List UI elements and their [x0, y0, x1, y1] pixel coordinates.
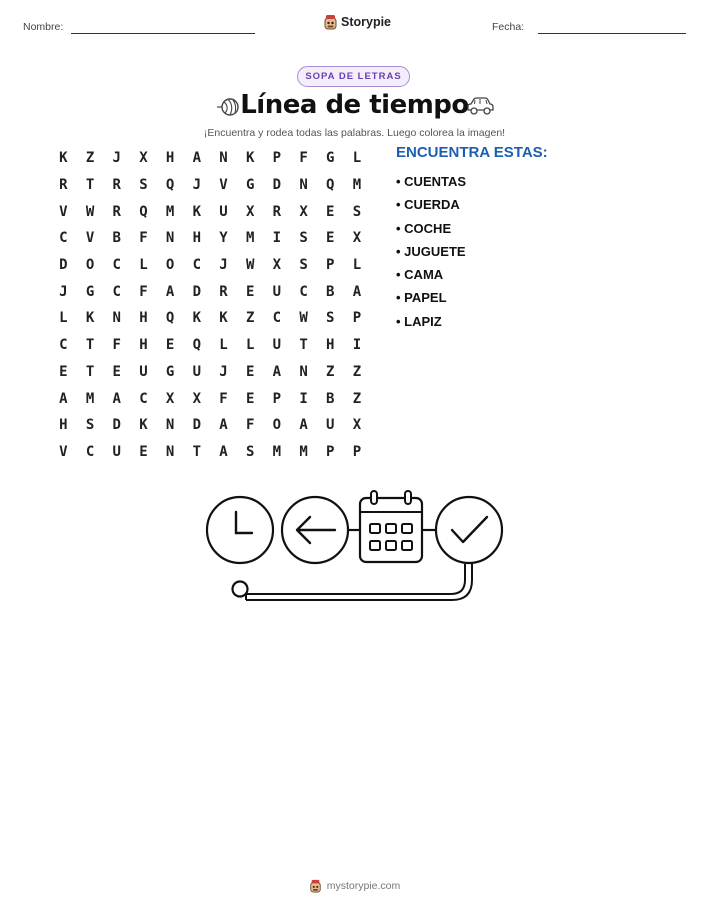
grid-letter[interactable]: L — [139, 257, 148, 274]
grid-letter[interactable]: A — [192, 150, 201, 167]
grid-letter[interactable]: T — [85, 337, 95, 354]
grid-letter[interactable]: X — [165, 390, 175, 407]
grid-letter[interactable]: L — [352, 150, 362, 167]
grid-letter[interactable]: P — [326, 257, 335, 274]
grid-letter[interactable]: G — [165, 363, 175, 380]
back-arrow-icon — [282, 497, 348, 563]
grid-letter[interactable]: X — [139, 150, 148, 167]
grid-letter[interactable]: E — [112, 363, 121, 380]
grid-letter[interactable]: L — [352, 257, 362, 274]
word-list-item: • CAMA — [396, 267, 444, 283]
grid-letter[interactable]: L — [219, 337, 228, 354]
clock-icon — [207, 497, 273, 563]
grid-letter[interactable]: M — [299, 443, 308, 460]
grid-letter[interactable]: B — [112, 230, 121, 247]
grid-letter[interactable]: T — [85, 363, 95, 380]
grid-letter[interactable]: Q — [139, 203, 148, 220]
grid-letter[interactable]: R — [112, 177, 121, 194]
grid-letter[interactable]: N — [112, 310, 121, 327]
grid-letter[interactable]: W — [85, 203, 95, 220]
grid-letter[interactable]: E — [326, 230, 335, 247]
grid-letter[interactable]: C — [299, 283, 308, 300]
word-list-item: • CUENTAS — [396, 174, 467, 189]
grid-letter[interactable]: N — [299, 363, 308, 380]
grid-letter[interactable]: F — [219, 390, 228, 407]
grid-letter[interactable]: V — [219, 177, 228, 194]
grid-letter[interactable]: B — [326, 390, 335, 407]
grid-letter[interactable]: X — [352, 230, 362, 247]
grid-letter[interactable]: U — [326, 417, 335, 434]
grid-letter[interactable]: D — [59, 257, 68, 274]
grid-letter[interactable]: F — [139, 283, 148, 300]
page-title: Línea de tiempo — [240, 90, 469, 120]
grid-letter[interactable]: T — [299, 337, 308, 354]
grid-letter[interactable]: R — [112, 203, 121, 220]
grid-letter[interactable]: J — [219, 257, 228, 274]
grid-letter[interactable]: F — [245, 417, 255, 434]
grid-letter[interactable]: G — [85, 283, 95, 300]
grid-row — [50, 225, 370, 252]
grid-letter[interactable]: Q — [192, 337, 201, 354]
grid-letter[interactable]: U — [112, 443, 121, 460]
instructions: ¡Encuentra y rodea todas las palabras. Luego colorea la imagen! — [203, 127, 506, 139]
grid-letter[interactable]: A — [219, 443, 228, 460]
grid-letter[interactable]: G — [326, 150, 335, 167]
grid-letter[interactable]: M — [85, 390, 95, 407]
grid-letter[interactable]: N — [219, 150, 228, 167]
grid-letter[interactable]: C — [112, 283, 121, 300]
grid-letter[interactable]: N — [165, 417, 175, 434]
grid-letter[interactable]: P — [326, 443, 335, 460]
grid-letter[interactable]: U — [272, 283, 282, 300]
grid-letter[interactable]: Q — [165, 177, 175, 194]
grid-letter[interactable]: T — [192, 443, 201, 460]
grid-letter[interactable]: E — [245, 363, 255, 380]
grid-letter[interactable]: N — [299, 177, 308, 194]
grid-letter[interactable]: G — [245, 177, 255, 194]
calendar-icon — [360, 491, 422, 562]
grid-letter[interactable]: W — [245, 257, 255, 274]
grid-letter[interactable]: A — [165, 283, 175, 300]
grid-letter[interactable]: L — [59, 310, 68, 327]
grid-letter[interactable]: C — [272, 310, 282, 327]
car-icon — [465, 95, 495, 117]
grid-letter[interactable]: Z — [326, 363, 335, 380]
grid-letter[interactable]: K — [192, 310, 201, 327]
grid-row — [50, 412, 370, 439]
grid-letter[interactable]: U — [139, 363, 148, 380]
grid-row — [50, 145, 370, 172]
grid-letter[interactable]: F — [112, 337, 121, 354]
grid-letter[interactable]: E — [326, 203, 335, 220]
grid-letter[interactable]: M — [272, 443, 282, 460]
grid-letter[interactable]: M — [352, 177, 362, 194]
grid-letter[interactable]: C — [85, 443, 95, 460]
grid-row — [50, 439, 370, 466]
grid-letter[interactable]: D — [192, 417, 201, 434]
grid-letter[interactable]: D — [112, 417, 121, 434]
date-label: Fecha: — [492, 21, 525, 33]
grid-row — [50, 172, 370, 199]
brand-logo — [323, 14, 391, 30]
grid-letter[interactable]: K — [219, 310, 228, 327]
timeline-start-dot — [233, 582, 248, 597]
grid-letter[interactable]: Q — [165, 310, 175, 327]
grid-letter[interactable]: D — [272, 177, 282, 194]
grid-row — [50, 278, 370, 305]
grid-letter[interactable]: H — [326, 337, 335, 354]
date-line[interactable] — [538, 33, 686, 34]
grid-letter[interactable]: E — [59, 363, 68, 380]
grid-letter[interactable]: E — [245, 390, 255, 407]
grid-letter[interactable]: P — [352, 310, 362, 327]
grid-letter[interactable]: K — [85, 310, 95, 327]
word-search-grid[interactable] — [50, 145, 370, 465]
grid-letter[interactable]: R — [219, 283, 228, 300]
grid-letter[interactable]: I — [272, 230, 282, 247]
grid-letter[interactable]: P — [272, 150, 282, 167]
grid-letter[interactable]: V — [85, 230, 95, 247]
grid-row — [50, 252, 370, 279]
grid-letter[interactable]: S — [299, 257, 308, 274]
timeline-track — [246, 564, 472, 600]
grid-letter[interactable]: X — [272, 257, 282, 274]
grid-letter[interactable]: H — [192, 230, 201, 247]
grid-letter[interactable]: M — [165, 203, 175, 220]
grid-letter[interactable]: O — [165, 257, 175, 274]
storypie-mascot-icon — [309, 879, 322, 893]
word-list-item: • JUGUETE — [396, 243, 466, 259]
grid-letter[interactable]: X — [245, 203, 255, 220]
grid-letter[interactable]: Z — [352, 363, 362, 380]
grid-letter[interactable]: B — [326, 283, 335, 300]
footer — [0, 879, 709, 893]
grid-letter[interactable]: S — [139, 177, 148, 194]
grid-row — [50, 385, 370, 412]
grid-letter[interactable]: O — [272, 417, 282, 434]
grid-letter[interactable]: M — [245, 230, 255, 247]
brand-name: Storypie — [341, 15, 392, 29]
grid-letter[interactable]: R — [59, 177, 68, 194]
grid-letter[interactable]: C — [139, 390, 148, 407]
grid-letter[interactable]: E — [245, 283, 255, 300]
grid-letter[interactable]: U — [192, 363, 201, 380]
grid-row — [50, 332, 370, 359]
grid-letter[interactable]: H — [139, 337, 148, 354]
grid-letter[interactable]: V — [59, 203, 68, 220]
grid-letter[interactable]: I — [299, 390, 308, 407]
grid-letter[interactable]: S — [352, 203, 362, 220]
grid-letter[interactable]: H — [165, 150, 175, 167]
grid-letter[interactable]: A — [299, 417, 308, 434]
word-list-item: • COCHE — [396, 220, 452, 236]
grid-letter[interactable]: S — [326, 310, 335, 327]
timeline-illustration — [200, 488, 510, 603]
grid-letter[interactable]: F — [139, 230, 148, 247]
grid-letter[interactable]: A — [219, 417, 228, 434]
storypie-mascot-icon — [323, 14, 338, 30]
grid-letter[interactable]: P — [352, 443, 362, 460]
grid-letter[interactable]: D — [192, 283, 201, 300]
grid-letter[interactable]: U — [272, 337, 282, 354]
grid-letter[interactable]: A — [112, 390, 121, 407]
grid-letter[interactable]: K — [245, 150, 255, 167]
grid-row — [50, 359, 370, 386]
activity-tag: SOPA DE LETRAS — [297, 66, 410, 87]
word-list-item: • CUERDA — [396, 197, 460, 213]
grid-letter[interactable]: C — [59, 337, 68, 354]
grid-letter[interactable]: J — [59, 283, 68, 300]
grid-letter[interactable]: Z — [245, 310, 255, 327]
grid-letter[interactable]: A — [59, 390, 68, 407]
checkmark-icon — [436, 497, 502, 563]
grid-letter[interactable]: Z — [352, 390, 362, 407]
grid-letter[interactable]: C — [112, 257, 121, 274]
grid-letter[interactable]: S — [299, 230, 308, 247]
grid-letter[interactable]: E — [139, 443, 148, 460]
grid-letter[interactable]: C — [192, 257, 201, 274]
grid-letter[interactable]: K — [59, 150, 68, 167]
grid-letter[interactable]: T — [85, 177, 95, 194]
grid-row — [50, 305, 370, 332]
name-label: Nombre: — [23, 21, 64, 33]
grid-letter[interactable]: A — [272, 363, 282, 380]
grid-letter[interactable]: A — [352, 283, 362, 300]
grid-letter[interactable]: Q — [326, 177, 335, 194]
grid-letter[interactable]: P — [272, 390, 282, 407]
grid-letter[interactable]: S — [85, 417, 95, 434]
grid-letter[interactable]: F — [299, 150, 308, 167]
grid-letter[interactable]: I — [352, 337, 362, 354]
grid-letter[interactable]: K — [192, 203, 201, 220]
grid-letter[interactable]: X — [299, 203, 308, 220]
grid-letter[interactable]: J — [192, 177, 201, 194]
grid-letter[interactable]: H — [59, 417, 68, 434]
grid-letter[interactable]: K — [139, 417, 148, 434]
word-list-item: • PAPEL — [396, 290, 447, 306]
grid-row — [50, 198, 370, 225]
grid-letter[interactable]: Y — [219, 230, 228, 247]
footer-url[interactable]: mystorypie.com — [326, 880, 401, 892]
grid-letter[interactable]: V — [59, 443, 68, 460]
word-list-title: ENCUENTRA ESTAS: — [396, 144, 548, 161]
word-list-item: • LAPIZ — [396, 313, 442, 329]
grid-letter[interactable]: U — [219, 203, 228, 220]
grid-letter[interactable]: X — [352, 417, 362, 434]
grid-letter[interactable]: J — [112, 150, 121, 167]
grid-letter[interactable]: J — [219, 363, 228, 380]
name-line[interactable] — [71, 33, 255, 34]
grid-letter[interactable]: N — [165, 443, 175, 460]
grid-letter[interactable]: S — [245, 443, 255, 460]
grid-letter[interactable]: W — [299, 310, 308, 327]
grid-letter[interactable]: Z — [85, 150, 95, 167]
grid-letter[interactable]: X — [192, 390, 201, 407]
grid-letter[interactable]: L — [245, 337, 255, 354]
grid-letter[interactable]: C — [59, 230, 68, 247]
grid-letter[interactable]: E — [165, 337, 175, 354]
grid-letter[interactable]: R — [272, 203, 282, 220]
grid-letter[interactable]: H — [139, 310, 148, 327]
grid-letter[interactable]: N — [165, 230, 175, 247]
word-list — [396, 170, 466, 333]
grid-letter[interactable]: O — [85, 257, 95, 274]
